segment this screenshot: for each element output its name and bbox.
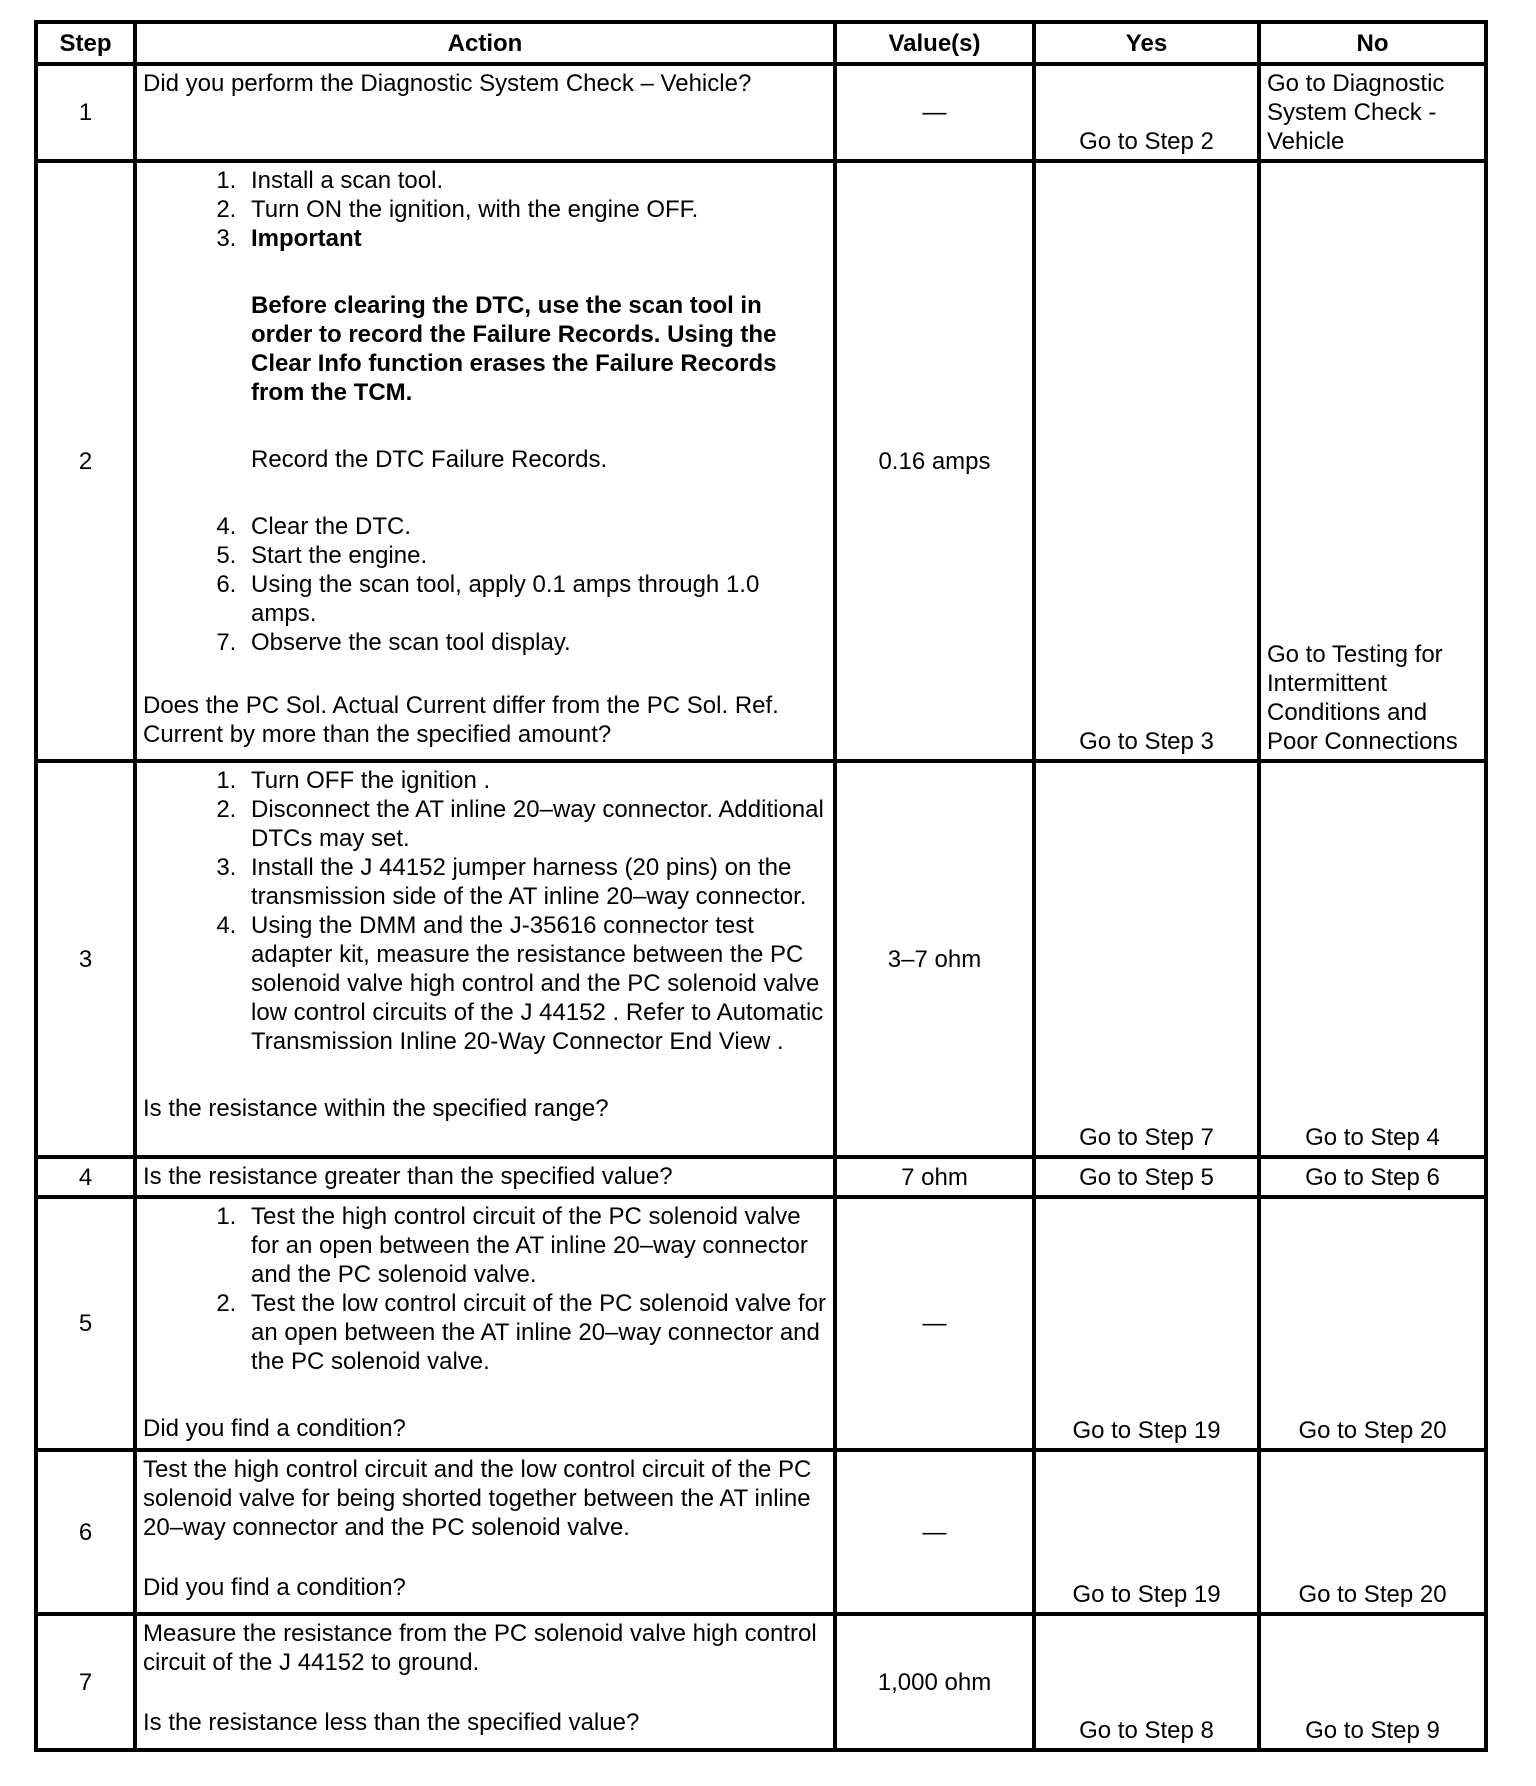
important-note: Before clearing the DTC, use the scan tool in order to record the Failure Records. Using the Clear Info function erases the Failure Records from the TCM. [251, 292, 777, 406]
action-question: Does the PC Sol. Actual Current differ from the PC Sol. Ref. Current by more than the specified amount? [143, 692, 779, 748]
action-cell [135, 64, 835, 161]
yes-cell: Go to Step 19 [1034, 1450, 1259, 1614]
header-step: Step [36, 22, 135, 64]
yes-cell: Go to Step 7 [1034, 761, 1259, 1157]
action-step: 7. Observe the scan tool display. [243, 628, 827, 657]
table-row [36, 161, 1486, 761]
no-cell: Go to Diagnostic System Check - Vehicle [1259, 64, 1486, 161]
action-cell [135, 1450, 835, 1614]
no-cell: Go to Step 6 [1259, 1157, 1486, 1197]
action-question: Did you find a condition? [143, 1574, 406, 1601]
value-cell: — [835, 1450, 1034, 1614]
no-cell: Go to Step 9 [1259, 1614, 1486, 1750]
header-action: Action [135, 22, 835, 64]
important-instruction: Record the DTC Failure Records. [251, 446, 608, 473]
header-row [36, 22, 1486, 64]
action-step: 1. Install a scan tool. [243, 166, 827, 195]
action-step: 1. Turn OFF the ignition . [243, 766, 827, 795]
action-step: 4. Using the DMM and the J-35616 connector test adapter kit, measure the resistance between the PC solenoid valve high control and the PC solenoid valve low control circuits of the J 44152 . Refer to Automatic Transmission Inline 20-Way Connector End View . [243, 911, 827, 1056]
no-cell: Go to Testing for Intermittent Conditions and Poor Connections [1259, 161, 1486, 761]
step-number: 5 [36, 1197, 135, 1450]
step-number: 6 [36, 1450, 135, 1614]
action-step: 4. Clear the DTC. [243, 512, 827, 541]
diagnostic-table [34, 20, 1488, 1752]
no-cell: Go to Step 4 [1259, 761, 1486, 1157]
action-cell [135, 1157, 835, 1197]
action-question: Is the resistance less than the specified value? [143, 1709, 640, 1736]
action-question: Is the resistance within the specified range? [143, 1095, 609, 1122]
table-row [36, 1450, 1486, 1614]
action-text: Test the high control circuit and the low control circuit of the PC solenoid valve for being shorted together between the AT inline 20–way connector and the PC solenoid valve. [143, 1456, 812, 1541]
yes-cell: Go to Step 3 [1034, 161, 1259, 761]
action-question: Is the resistance greater than the specified value? [143, 1163, 673, 1190]
table-row [36, 64, 1486, 161]
action-steps [143, 1202, 827, 1376]
action-text: Measure the resistance from the PC solenoid valve high control circuit of the J 44152 to ground. [143, 1620, 817, 1676]
yes-cell: Go to Step 2 [1034, 64, 1259, 161]
action-steps [143, 166, 827, 657]
table-row [36, 761, 1486, 1157]
action-step: 2. Turn ON the ignition, with the engine OFF. [243, 195, 827, 224]
action-cell [135, 1614, 835, 1750]
yes-cell: Go to Step 5 [1034, 1157, 1259, 1197]
header-yes: Yes [1034, 22, 1259, 64]
header-values: Value(s) [835, 22, 1034, 64]
value-cell: — [835, 1197, 1034, 1450]
step-number: 1 [36, 64, 135, 161]
action-steps [143, 766, 827, 1056]
header-no: No [1259, 22, 1486, 64]
value-cell: 7 ohm [835, 1157, 1034, 1197]
action-step: 2. Test the low control circuit of the PC solenoid valve for an open between the AT inline 20–way connector and the PC solenoid valve. [243, 1289, 827, 1376]
yes-cell: Go to Step 8 [1034, 1614, 1259, 1750]
action-cell [135, 161, 835, 761]
step-number: 7 [36, 1614, 135, 1750]
action-step: 3. Install the J 44152 jumper harness (20 pins) on the transmission side of the AT inline 20–way connector. [243, 853, 827, 911]
action-text: Did you perform the Diagnostic System Check – Vehicle? [143, 70, 752, 97]
action-question: Did you find a condition? [143, 1415, 406, 1442]
value-cell: — [835, 64, 1034, 161]
table-row [36, 1197, 1486, 1450]
action-step: 2. Disconnect the AT inline 20–way connector. Additional DTCs may set. [243, 795, 827, 853]
step-number: 4 [36, 1157, 135, 1197]
important-label: 3. Important [251, 225, 362, 252]
action-step: 6. Using the scan tool, apply 0.1 amps through 1.0 amps. [243, 570, 827, 628]
value-cell: 1,000 ohm [835, 1614, 1034, 1750]
action-cell [135, 761, 835, 1157]
no-cell: Go to Step 20 [1259, 1450, 1486, 1614]
action-cell [135, 1197, 835, 1450]
value-cell: 0.16 amps [835, 161, 1034, 761]
action-step-important [243, 224, 827, 474]
step-number: 3 [36, 761, 135, 1157]
step-number: 2 [36, 161, 135, 761]
action-step: 5. Start the engine. [243, 541, 827, 570]
action-step: 1. Test the high control circuit of the PC solenoid valve for an open between the AT inline 20–way connector and the PC solenoid valve. [243, 1202, 827, 1289]
no-cell: Go to Step 20 [1259, 1197, 1486, 1450]
value-cell: 3–7 ohm [835, 761, 1034, 1157]
yes-cell: Go to Step 19 [1034, 1197, 1259, 1450]
table-row [36, 1614, 1486, 1750]
table-row [36, 1157, 1486, 1197]
